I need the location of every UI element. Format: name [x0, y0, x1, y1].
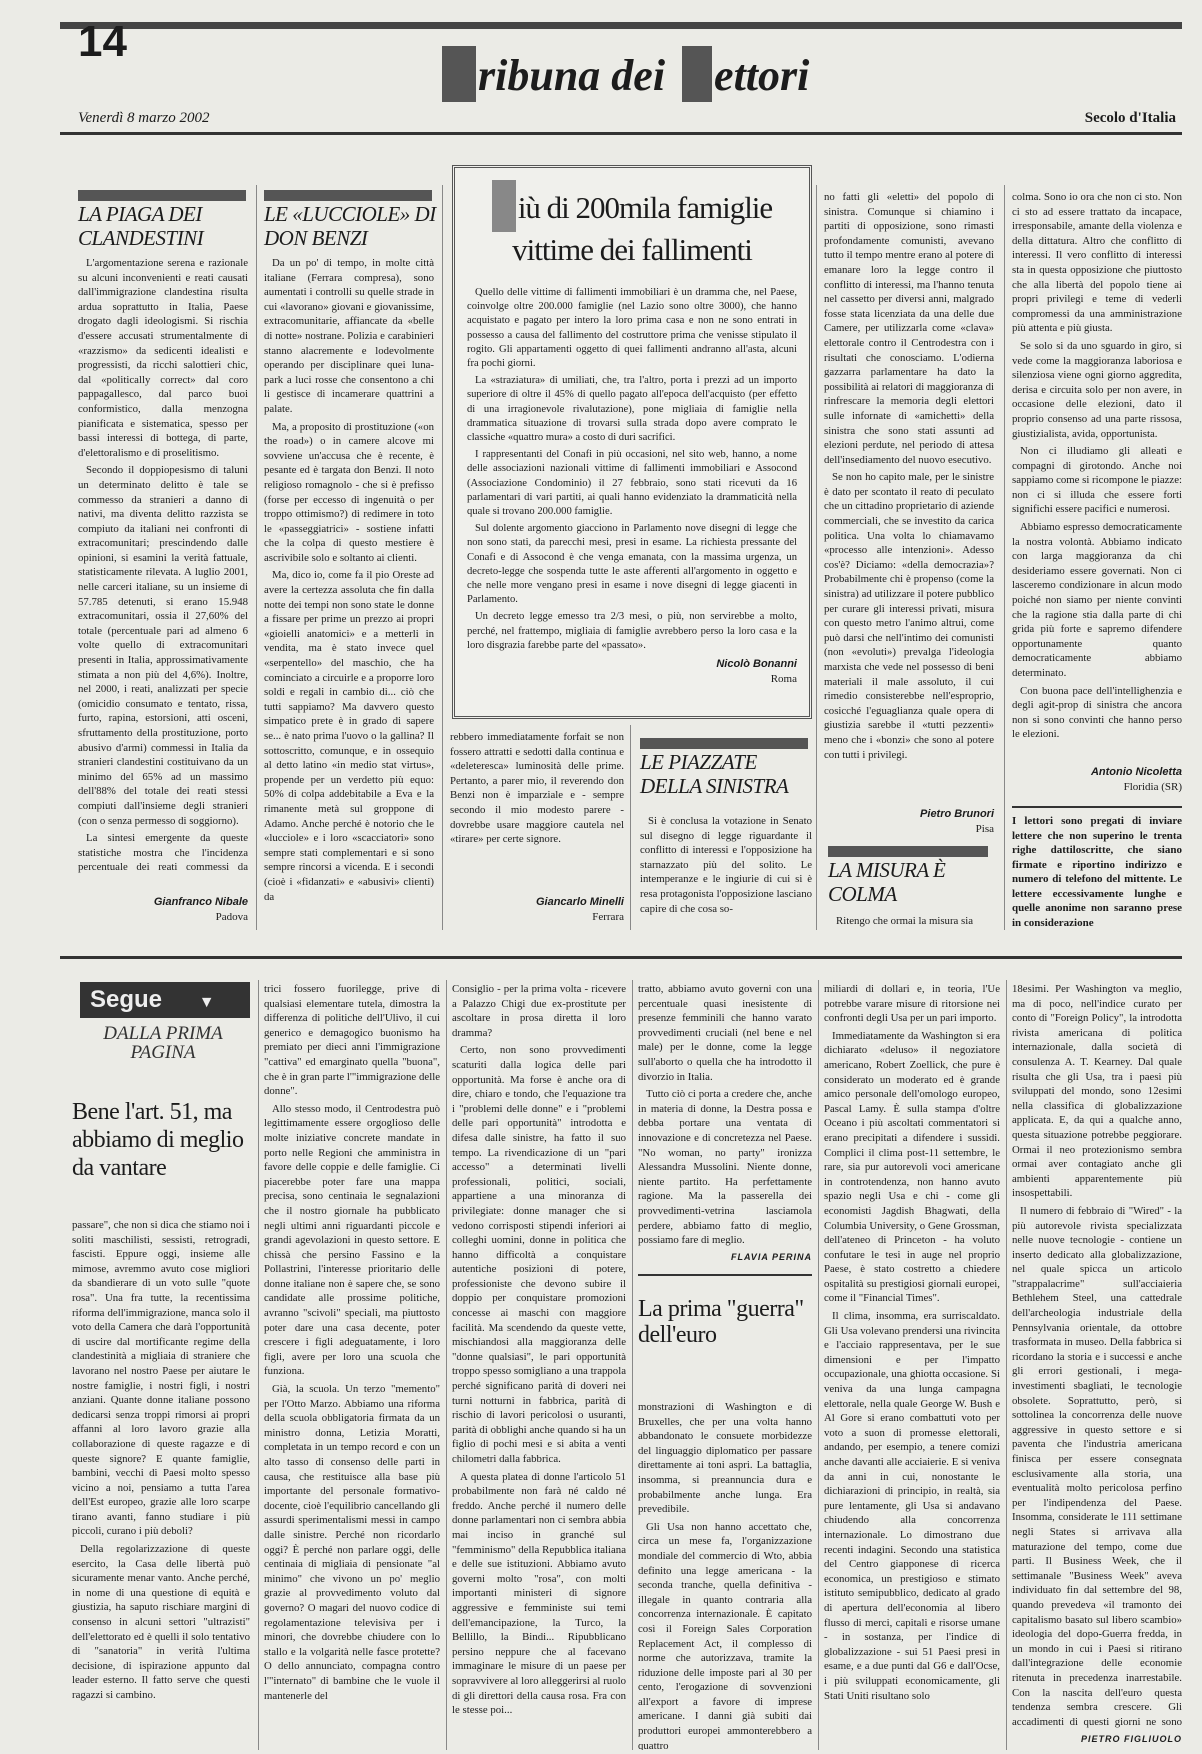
- article-column: tratto, abbiamo avuto governi con una percentuale quasi inesistente di presenze femminili che hanno varato provvedimenti cruciali (nel bene e nel male) per le donne, come la legge sull'aborto o quella che ha introdotto il divorzio in Italia. Tutto ciò ci porta a credere che, anche in materia di donne, la Destra possa e debba portare una ventata di innovazione e di concretezza nel Paese. "No woman, no party" ironizza Alessandra Mussolini. Niente donne, niente partito. Ha perfettamente ragione. Ma la passerella dei provvedimenti-vetrina lasciamola perdere, abbiamo fatto di meglio, possiamo fare di meglio.: [638, 983, 812, 1247]
- letter-author: Giancarlo Minelli: [535, 896, 624, 908]
- letter-city: Floridia (SR): [1123, 781, 1182, 793]
- article-column: Consiglio - per la prima volta - ricevere a Palazzo Chigi due ex-prostitute per ascoltare in prosa diretta il loro dramma? Certo, non sono provvedimenti scaturiti dalla logica delle pari opportunità. Ma forse è anche ora di dire, chiaro e tondo, che l'equazione tra i "problemi delle donne" e i "problemi delle pari opportunità" introdotta e difesa dalle sinistre, ha fatto il suo tempo. La rivendicazione di un "pari accesso" a determinati livelli professionali, politici, sociali, appartiene a una minoranza di privilegiate: donne manager che si vedono corrisposti stipendi inferiori ai colleghi uomini, donne in politica che hanno difficoltà a conquistare autentiche posizioni di potere, professioniste che devono subire il doppio per conquistare promozioni concesse ai maschi con maggiore facilità. Ma scendendo da queste vette, mischiandosi alla maggioranza delle "donne qualsiasi", le pari opportunità troppo spesso somigliano a una trappola perché significano parità di doveri nei turni notturni in fabbrica, parità di rischio di lavori pericolosi o usuranti, parità di obblighi anche quando si ha un figlio di pochi mesi e si abita a venti chilometri dalla fabbrica. A questa platea di donne l'articolo 51 probabilmente non farà né caldo né freddo. Anche perché il numero delle donne parlamentari non ci sembra abbia mai inciso in granché sul "femminismo" della Repubblica italiana e delle sue istituzioni. Abbiamo avuto governi molto "rosa", con molti importanti ministeri di signore aggressive e femministe sui temi dell'emancipazione, la Turco, la Bellillo, la Bindi... Ripubblicano persino neppure che al facevano immaginare le misure di un paese per sopravvivere al loro alleggerirsi al ruolo di gli direttori della causa rosa. Fra con le stesse poi...: [452, 983, 626, 1717]
- dropcap-l: [682, 46, 712, 102]
- article-column: monstrazioni di Washington e di Bruxelles, che per una volta hanno abbandonato le consuete morbidezze del linguaggio diplomatico per passare direttamente ai toni aspri. La battaglia, insomma, si preannuncia dura e probabilmente anche lunga. Era prevedibile. Gli Usa non hanno accettato che, circa un mese fa, l'organizzazione mondiale del commercio di Wto, abbia definito una legge americana - la seconda tranche, quella definitiva - illegale in quanto contraria alla concorrenza internazionale. È capitato così il Foreign Sales Corporation Replacement Act, il complesso di norme che autorizzava, tramite la riduzione delle imposte pari al 30 per cento, l'erogazione di sovvenzioni all'export a favore di imprese americane. I danni già subiti dai produttori europei ammonterebbero a quattro: [638, 1401, 812, 1750]
- featured-letter-box: [452, 165, 812, 719]
- letter-author: Pietro Brunori: [920, 808, 994, 820]
- article-rule: [638, 1274, 812, 1276]
- letter-city: Padova: [215, 911, 248, 923]
- letter-body-continued: no fatti gli «eletti» del popolo di sinistra. Comunque si chiamino i partiti di opposizione, sono rimasti profondamente comunisti, avevano tutto il tempo mentre erano al potere di emanare loro la legge contro il conflitto di interessi, ma l'hanno tenuta nel cassetto per diversi anni, malgrado fosse stata licenziata da una delle due Camere, per utilizzarla come «clava» elettorale contro il Centrodestra con i risultati che conosciamo. L'odierna gazzarra parlamentare ha dato la possibilità ai relatori di maggioranza di rinfrescare la memoria degli elettori sulle infornate di «amichetti» della sinistra che sono stati assunti ad elezioni perdute, nel periodo di attesa dell'insediamento del nuovo esecutivo. Se non ho capito male, per le sinistre è dato per scontato il reato di peculato che un cittadino proprietario di aziende commerciali, che se investito da carica politica. Una volta lo chiamavamo «processo alle intenzioni». Adesso cos'è? Diciamo: «della democrazia»? Probabilmente chi è propenso (come la sinistra) ad utilizzare il potere pubblico per curare gli interessi privati, misura con questo metro l'animo altrui, come può darsi che nell'intimo dei comunisti (non «evoluti») prevalga l'ideologia marxista che vede nel possesso di beni materiali il male assoluto, il cui rimedio consisterebbe nell'esproprio, cosicché l'eguaglianza quale opera di giustizia sarebbe il «tutti pezzenti» meno che i «bonzi» che sono al potere con tutti i privilegi.: [824, 191, 994, 761]
- column-gutter: [1004, 185, 1005, 930]
- page-number: 14: [78, 17, 127, 66]
- article-column: passare", che non si dica che stiamo noi i soliti maschilisti, sessisti, retrogradi, fascisti. Eppure oggi, insieme alle mimose, avremmo avuto cose migliori da sbandierare di un voto sulle "quote rosa". Una fra tutte, la recentissima riforma dell'immigrazione, manca solo il voto della Camera che darà l'opportunità di uscire dal mortificante regime della clandestinità a migliaia di straniere che lavorano nel nostro Paese per aiutare le nostre famiglie, i nostri figli, i nostri anziani. Quante donne italiane possono dedicarsi senza troppi rimorsi ai propri affanni al loro lavoro grazie alla collaborazione di queste ragazze e di queste signore? E quante famiglie, bambini, vecchi di Paesi molto spesso vicino a noi, pensiamo a tutta l'area dell'Est europeo, grazie alle loro scarpe tirano avanti, fanno studiare i più piccoli, curano i più deboli? Della regolarizzazione di queste esercito, la Casa delle libertà può sicuramente menar vanto. Anche perché, in nome di una questione di equità e giustizia, ha saputo rischiare margini di consenso in alcuni settori "ultrazisti" dell'elettorato ed è quelli il solo tentativo di "sanatoria" in verità l'ultima decisione, di ispirazione appunto dal leader esterno. Il fatto serve che questi ragazzi si cambino.: [72, 1219, 250, 1701]
- letter-title: LA PIAGA DEI CLANDESTINI: [78, 202, 204, 250]
- article-title: La prima "guerra" dell'euro: [638, 1296, 804, 1348]
- section-title: ribuna dei ettori: [442, 46, 822, 102]
- issue-date: Venerdì 8 marzo 2002: [78, 110, 210, 126]
- column-gutter: [816, 185, 817, 930]
- letter-author: Gianfranco Nibale: [153, 896, 248, 908]
- column-gutter: [256, 185, 257, 930]
- article-column: 18esimi. Per Washington va meglio, ma di poco, nell'indice curato per conto di "Foreign Policy", la introdotta rivista americana di politica internazionale, dalla società di consulenza A. T. Kearney. Dal quale risulta che gli Usa, tra i paesi più sviluppati del mondo, sono 12esimi nella classifica di globalizzazione applicata. E, da qui a qualche anno, questa situazione potrebbe peggiorare. Ormai il neo protezionismo sembra ormai aver contagiato anche gli ambienti apparentemente più insospettabili. Il numero di febbraio di "Wired" - la più autorevole rivista specializzata nelle nuove tecnologie - contiene un inserto dedicato alla globalizzazione, nel quale spicca un articolo "strappalacrime" sull'acciaieria Bethlehem Steel, una cattedrale dell'archeologia industriale della Pennsylvania orientale, da ottobre trasformata in museo. Della fabbrica si ricordano la storia e i successi e anche gli errori gestionali, i mega-investimenti sbagliati, le tecnologie obsolete. Soprattutto, però, si sottolinea la concorrenza delle nuove aggressive in questo settore e si paventa che l'industria americana finisca per essere consegnata esclusivamente alla storia, una eventualità molto pericolosa perfino per l'indipendenza del Paese. Insomma, considerate le 111 settimane negli States si arrivava alla maturazione del tempo, come due parti. Il Business Week, che il settimanale "Business Week" aveva individuato fin dal settembre del 98, quando prevedeva «il tramonto dei capitalismo basato sul libero scambio» ideologia del dopo-Guerra fredda, in un mondo in cui i Paesi si ritirano dall'integrazione delle economie ritenuta in precedenza inarrestabile. Con la nascita dell'euro questa tendenza sembra crescere. Gli accadimenti di questi giorni ne sono: [1012, 983, 1182, 1728]
- top-rule: [60, 22, 1182, 29]
- dropcap-p: [492, 180, 516, 232]
- headline-bar: [78, 190, 246, 201]
- letter-city: Ferrara: [592, 911, 624, 923]
- article-column: trici fossero fuorilegge, prive di qualsiasi elementare tutela, dimostra la differenza di politiche dell'Ulivo, il cui generico e demagogico buonismo ha premiato per dieci anni l'immigrazione "cattiva" ed emarginato quella "buona", che è in gran parte l'"immigrazione delle donne". Allo stesso modo, il Centrodestra può legittimamente essere orgoglioso delle molte iniziative concrete mandate in porto nelle Regioni che amministra in favore delle coppie e delle famiglie. Ci piacerebbe poter fare una mappa precisa, sono centinaia le segnalazioni che il nostro giornale ha pubblicato negli ultimi anni riguardanti piccole e grandi agevolazioni in questo settore. E chissà che persino Fassino e la Pollastrini, l'interesse prioritario delle donne italiane non è sapere che, se sono candidate alle prossime politiche, avranno "scivoli" speciali, ma piuttosto poter dare una casa decente, poter crescere i figli adeguatamente, i loro figli, avere per loro una scuola che funziona. Già, la scuola. Un terzo "memento" per l'Otto Marzo. Abbiamo una riforma della scuola obbligatoria firmata da un ministro donna, Letizia Moratti, completata in un tempo record e con un alto tasso di consenso delle parti in causa, che restituisce alla base più importante del personale formativo-docente, cioè l'equilibrio cancellando gli assurdi sperimentalismi messi in campo dalle sinistre. Perché non ricordarlo oggi? È perché non parlare oggi, delle centinaia di migliaia di pensionate "al minimo" che vivono un po' meglio grazie al provvedimento voluto dal governo? O magari del nuovo codice di regolamentazione televisiva per i minori, che dovrebbe chiudere con lo stallo e la volgarità nelle fasce protette? O dello annunciato, compagna contro l'"internato" di bambine che le vuole il mantenerle del: [264, 983, 440, 1702]
- segue-tag: Segue ▼: [80, 982, 250, 1018]
- letter-author: Nicolò Bonanni: [716, 658, 797, 670]
- notice-rule: [1012, 806, 1182, 808]
- article-author: FLAVIA PERINA: [730, 1252, 812, 1262]
- section-divider: [60, 956, 1182, 959]
- featured-letter-body: Quello delle vittime di fallimenti immobiliari è un dramma che, nel Paese, coinvolge oltre 200.000 famiglie (nel Lazio sono oltre 3000), che hanno acquistato e pagato per intero la loro prima casa e non ne sono entrati in possesso a causa del fallimento del costruttore prima che venisse stipulato il rogito. Gli appartamenti oggetto di quei fallimenti andranno all'asta, alcuni fra pochi giorni. La «straziatura» di umiliati, che, tra l'altro, porta i prezzi ad un importo superiore di oltre il 45% di quello pagato all'epoca dell'acquisto (per effetto di una irragionevole rivalutazione), pone migliaia di famiglie nella drammatica situazione di trovarsi sulla strada dopo avere comprato le classiche «quattro mura» a costo di duri sacrifici. I rappresentanti del Conafi in più occasioni, nel sito web, hanno, a nome delle associazioni nazionali vittime di fallimenti immobiliari e Assocond (Associazione Condominio) il 27 febbraio, sono stati ricevuti da 16 parlamentari di vari partiti, ai quali hanno evidenziato la drammaticità nella quale si trovano 200.000 famiglie. Sul dolente argomento giacciono in Parlamento nove disegni di legge che non sono stati, da parecchi mesi, presi in esame. La richiesta pressante del Conafi e di Assocond è che venga emanata, con la massima urgenza, un decreto-legge che sospenda tutte le aste afferenti all'argomento in oggetto e che nelle more vengano presi in esame i nove disegni di legge giacenti in Parlamento. Un decreto legge emesso tra 2/3 mesi, o più, non servirebbe a molto, perché, nel frattempo, migliaia di famiglie avrebbero perso la loro casa e la loro disgrazia farebbe parte del «passato».: [467, 287, 797, 651]
- column-gutter: [632, 980, 633, 1750]
- column-gutter: [446, 980, 447, 1750]
- article-author: PIETRO FIGLIUOLO: [1081, 1734, 1182, 1744]
- letter-body: L'argomentazione serena e razionale su alcuni inconvenienti e reati causati dall'immigrazione clandestina risulta ardua soprattutto in Italia, Paese drogato dagli ideologismi. Si rischia d'essere accusati strumentalmente di «razzismo» da sedicenti idealisti e progressisti, da ricchi salottieri chic, dal «politically correct» dal coro pappagallesco, dal parco buoi conformistico, dalla menzogna pianificata e sistematica, spesso per bassi interessi di bottega, di parte, d'elettoralismo e di proselitismo. Secondo il doppiopesismo di taluni un determinato delitto è tale se commesso da stranieri a danno di nativi, ma diventa delitto razzista se compiuto da italiani nei confronti di extracomunitari; prescindendo dalle opinioni, si esamini la verità fattuale, statisticamente rilevata. A luglio 2001, nelle carceri italiane, su un insieme di 57.785 detenuti, si erano 15.948 extracomunitari, ossia il 27,60% del totale (percentuale pari ad almeno 6 volte quello di extracomunitari presenti in Italia, approssimativamente stimata a non più del 4,6%). Inoltre, nel 2000, i reati, analizzati per specie (omicidio consumato e tentato, rissa, furto, rapina, estorsioni, atti osceni, sfruttamento della prostituzione, porto abusivo d'armi) commessi in Italia da stranieri clandestini costituivano da un minimo del 65% ad un massimo dell'88% del totale dei reati stessi compiuti dall'insieme degli stranieri (con o senza permesso di soggiorno). La sintesi emergente da queste statistiche mostra che l'incidenza percentuale dei reati commessi da: [78, 257, 248, 874]
- article-title: Bene l'art. 51, ma abbiamo di meglio da vantare: [72, 1099, 244, 1181]
- column-gutter: [258, 980, 259, 1750]
- letter-body: Da un po' di tempo, in molte città italiane (Ferrara compresa), sono aumentati i controlli su quelle strade in cui «lavorano» giovani e giovanissime, extracomunitarie, affiancate da «belle di notte» nostrane. Polizia e carabinieri stanno alacremente e lodevolmente operando per disciplinare quei luna-park a luci rosse che consentono a chi li gestisce di incamerare quattrini a palate. Ma, a proposito di prostituzione («on the road») o in camere alcove mi sovviene un'accusa che è recente, è pesante ed è targata don Benzi. Il noto religioso romagnolo - che si è prefisso (forse per eccesso di ingenuità o per troppo ottimismo?) di redimere in toto le «passeggiatrici» - sostiene infatti che la colpa di questo mestiere è ascrivibile solo e soltanto ai clienti. Ma, dico io, come fa il pio Oreste ad avere la certezza assoluta che fin dalla notte dei tempi non sono state le donne a fissare per prime un prezzo ai propri «gioielli anatomici» e a metterli in vendita, ma è stato invece quel «serpentello» del maschio, che ha cominciato a circuirle e a proporre loro soldi e regali in cambio di... ciò che tutti sappiamo? Ma davvero questo simpatico prete è in grado di sapere se... è nato prima l'uovo o la gallina? Il sottoscritto, comunque, e in ossequio al detto latino «in medio stat virtus», propende per un verdetto più equo: 50% di colpa addebitabile a Eva e la rimanente metà sul groppone di Adamo. Anche perché è notorio che le «lucciole» e i loro «scacciatori» sono sempre stati complementari e si sono sempre rincorsi a vicenda. E i secondi (cioè i «fidanzati» e «abusivi» clienti) da: [264, 257, 434, 903]
- headline-bar: [828, 846, 988, 857]
- letter-title: LE «LUCCIOLE» DI DON BENZI: [264, 202, 436, 250]
- letter-city: Pisa: [975, 823, 994, 835]
- segue-subtitle: DALLA PRIMA PAGINA: [103, 1023, 223, 1063]
- letter-author: Antonio Nicoletta: [1090, 766, 1182, 778]
- letter-city: Roma: [770, 673, 797, 685]
- letter-title: LA MISURA È COLMA: [828, 858, 946, 906]
- column-gutter: [630, 725, 631, 930]
- column-gutter: [1006, 980, 1007, 1750]
- arrow-down-icon: ▼: [198, 994, 215, 1011]
- letter-body: Si è conclusa la votazione in Senato sul disegno di legge riguardante il conflitto di interessi e l'opposizione ha starnazzato più del solito. Le intemperanze e le ingiurie di cui si è resa protagonista l'opposizione lasciano capire di che cosa so-: [640, 815, 812, 915]
- headline-bar: [264, 190, 432, 201]
- dropcap-t: [442, 46, 476, 102]
- letter-title: LE PIAZZATE DELLA SINISTRA: [640, 750, 789, 798]
- column-gutter: [442, 185, 443, 930]
- header-rule: [60, 132, 1182, 135]
- letter-body-continued: colma. Sono io ora che non ci sto. Non ci sto ad essere trattato da incapace, irresponsabile, amante della violenza e della dittatura. Altro che conflitto di interessi. Il vero conflitto di interessi sta in questa opposizione che piuttosto che alla libertà del popolo tiene ai propri privilegi e teme di vederli compromessi da una amministrazione più attenta e più giusta. Se solo si da uno sguardo in giro, si vede come la maggioranza laboriosa e silenziosa viene ogni giorno aggredita, derisa e circuita solo per non avere, in occasione delle elezioni, dato il proprio consenso ad una parte rissosa, giustizialista, avida, opportunista. Non ci illudiamo gli alleati e compagni di girotondo. Anche noi sappiamo come si ricompone le piazze: non ci si illuda che essere forti significhi essere pacifici e numerosi. Abbiamo espresso democraticamente la nostra volontà. Abbiamo indicato con larga maggioranza da chi desideriamo essere governati. Non ci lasceremo condizionare in alcun modo poiché non siamo per niente convinti che la ragione stia dalla parte di chi grida più forte e sapremo difendere opportunamente quanto democraticamente abbiamo determinato. Con buona pace dell'intellighenzia e degli agit-prop di sinistra che ancora non si sono convinti che hanno perso le elezioni.: [1012, 191, 1182, 741]
- featured-letter-title: iù di 200mila famiglie vittime dei fallimenti: [465, 180, 799, 267]
- submission-notice: I lettori sono pregati di inviare lettere che non superino le trenta righe dattiloscritte, che siano firmate e riportino indirizzo e numero di telefono del mittente. Le lettere eccessivamente lunghe e quelle anonime non saranno prese in considerazione: [1012, 815, 1182, 929]
- article-column: miliardi di dollari e, in teoria, l'Ue potrebbe varare misure di ritorsione nei confronti degli Usa per un pari importo. Immediatamente da Washington si era dichiarato «deluso» il negoziatore americano, Robert Zoellick, che pure è considerato un moderato ed è grande amico personale dell'omologo europeo, Pascal Lamy. È sulla stampa d'oltre Oceano i più ascoltati commentatori si erano precipitati a difendere i sussidi. Complici il clima post-11 settembre, le rare, sia pur autorevoli voci americane in controtendenza, non hanno avuto spazio negli Usa e chi - come gli economisti Jagdish Bhagwati, della Columbia University, o Gene Grossman, dell'ateneo di Princeton - ha voluto confutare le tesi in auge nel proprio Paese, è stato costretto a chiedere ospitalità su prestigiosi giornali europei, come il "Financial Times". Il clima, insomma, era surriscaldato. Gli Usa volevano prendersi una rivincita e l'acciaio rappresentava, per le sue dimensioni e per l'impatto occupazionale, una ghiotta occasione. Si veniva da una lunga campagna elettorale, nella quale George W. Bush e Al Gore si erano combattuti voto per voto a suon di promesse elettorali, andando, per esempio, a tenere comizi anche davanti alle acciaierie. E si veniva da anni in cui, nonostante le dichiarazioni di principio, in realtà, sia pure lentamente, gli Usa si andavano chiudendo alla concorrenza internazionale. Lo dimostrano due recenti indagini. Secondo una statistica del Centro giapponese di ricerca economica, un prestigioso e stimato istituto semipubblico, dedicato al grado di apertura dell'economia al libero flusso di merci, capitali e risorse umane - in sostanza, per l'indice di globalizzazione - sui 51 Paesi presi in esame, e a due punti dal G6 e dall'Ocse, i più sviluppati economicamente, gli Stati Uniti risultano solo: [824, 983, 1000, 1702]
- letter-body: Ritengo che ormai la misura sia: [836, 915, 974, 927]
- letter-body-continued: rebbero immediatamente forfait se non fossero attratti e sedotti dalla continua e «deleteresca» luminosità delle prime. Pertanto, a parer mio, il reverendo don Benzi non è imparziale e - sempre secondo il mio modesto parere - dovrebbe usare maggiore cautela nel «tirare» per certe signore.: [450, 731, 624, 846]
- headline-bar: [640, 738, 808, 749]
- column-gutter: [818, 980, 819, 1750]
- newspaper-name: Secolo d'Italia: [1084, 110, 1176, 126]
